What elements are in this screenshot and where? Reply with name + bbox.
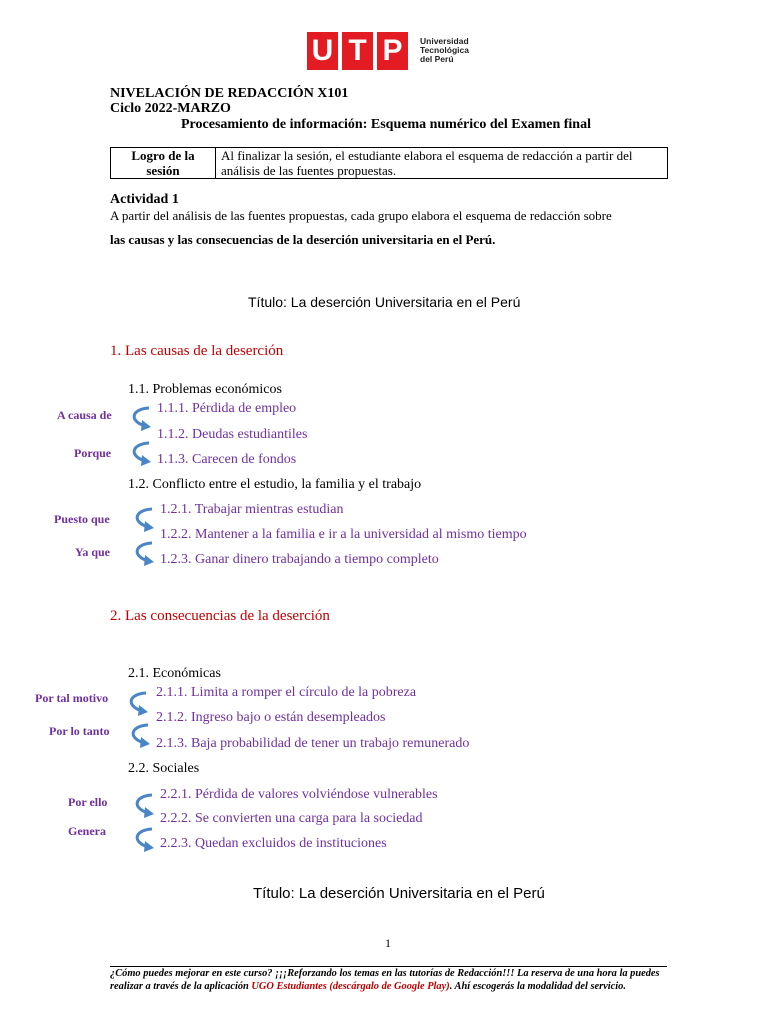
logo-university-name: Universidad Tecnológica del Perú [420, 36, 469, 64]
curved-arrow-icon [126, 506, 158, 534]
item-1-1-1: 1.1.1. Pérdida de empleo [157, 401, 297, 416]
curved-arrow-icon [126, 540, 158, 568]
logro-label: Logro de la sesión [111, 148, 216, 179]
footer-note [110, 968, 667, 993]
item-2-1-2: 2.1.2. Ingreso bajo o están desempleados [156, 710, 386, 725]
footer-text-2: . Ahí escogerás la modalidad del servicio. [449, 980, 626, 992]
item-1-1-3: 1.1.3. Carecen de fondos [157, 452, 297, 467]
footer-divider [110, 966, 667, 967]
connector-por-tal-motivo: Por tal motivo [35, 691, 109, 705]
section-2-heading: 2. Las consecuencias de la deserción [110, 608, 330, 624]
item-2-2-2: 2.2.2. Se convierten una carga para la sociedad [160, 811, 423, 826]
item-1-2-2: 1.2.2. Mantener a la familia e ir a la universidad al mismo tiempo [160, 527, 527, 542]
item-2-1-1: 2.1.1. Limita a romper el círculo de la pobreza [156, 685, 417, 700]
item-1-1-2: 1.1.2. Deudas estudiantiles [157, 427, 308, 442]
item-2-2-1: 2.2.1. Pérdida de valores volviéndose vulnerables [160, 787, 438, 802]
section-1-heading: 1. Las causas de la deserción [110, 343, 284, 359]
logro-text: Al finalizar la sesión, el estudiante elabora el esquema de redacción a partir del análisis de las fuentes propuestas. [216, 148, 668, 179]
connector-puesto-que: Puesto que [54, 512, 110, 526]
curved-arrow-icon [123, 440, 155, 468]
connector-por-lo-tanto: Por lo tanto [49, 724, 110, 738]
curved-arrow-icon [123, 405, 155, 433]
course-title: NIVELACIÓN DE REDACCIÓN X101 [110, 86, 349, 101]
footer-app-name: UGO Estudiantes (descárgalo de Google Play) [251, 980, 450, 992]
curved-arrow-icon [122, 722, 154, 750]
logo-letter-p: P [377, 32, 408, 70]
item-1-2-3: 1.2.3. Ganar dinero trabajando a tiempo completo [160, 552, 439, 567]
connector-por-ello: Por ello [68, 795, 108, 809]
logo-letter-t: T [342, 32, 373, 70]
curved-arrow-icon [126, 792, 158, 820]
connector-porque: Porque [74, 446, 112, 460]
outline-title: Título: La deserción Universitaria en el Perú [248, 294, 521, 310]
curved-arrow-icon [126, 826, 158, 854]
item-1-2-1: 1.2.1. Trabajar mientras estudian [160, 502, 344, 517]
cycle: Ciclo 2022-MARZO [110, 101, 231, 116]
item-2-1-3: 2.1.3. Baja probabilidad de tener un trabajo remunerado [156, 736, 470, 751]
item-2-2-3: 2.2.3. Quedan excluidos de instituciones [160, 836, 387, 851]
curved-arrow-icon [120, 690, 152, 718]
subsection-1-2-heading: 1.2. Conflicto entre el estudio, la familia y el trabajo [128, 477, 422, 492]
footer-text-1: ¿Cómo puedes mejorar en este curso? ¡¡¡Reforzando los temas en las tutorías de Redacción!!! La reserva de una hora la puedes realizar a través de la aplicación [110, 968, 660, 992]
subsection-1-1-heading: 1.1. Problemas económicos [128, 382, 282, 397]
activity-line-2: las causas y las consecuencias de la deserción universitaria en el Perú. [110, 232, 496, 247]
connector-ya-que: Ya que [75, 545, 111, 559]
subsection-2-2-heading: 2.2. Sociales [128, 761, 200, 776]
logro-table [110, 147, 668, 179]
page-subtitle: Procesamiento de información: Esquema numérico del Examen final [181, 117, 591, 132]
subsection-2-1-heading: 2.1. Económicas [128, 666, 221, 681]
utp-logo [307, 32, 469, 70]
connector-a-causa-de: A causa de [57, 408, 112, 422]
logo-letter-u: U [307, 32, 338, 70]
activity-title: Actividad 1 [110, 192, 179, 207]
outline-title-repeat: Título: La deserción Universitaria en el Perú [253, 885, 545, 902]
connector-genera: Genera [68, 824, 106, 838]
page-number: 1 [385, 936, 391, 950]
activity-line-1: A partir del análisis de las fuentes propuestas, cada grupo elabora el esquema de redacción sobre [110, 208, 612, 223]
